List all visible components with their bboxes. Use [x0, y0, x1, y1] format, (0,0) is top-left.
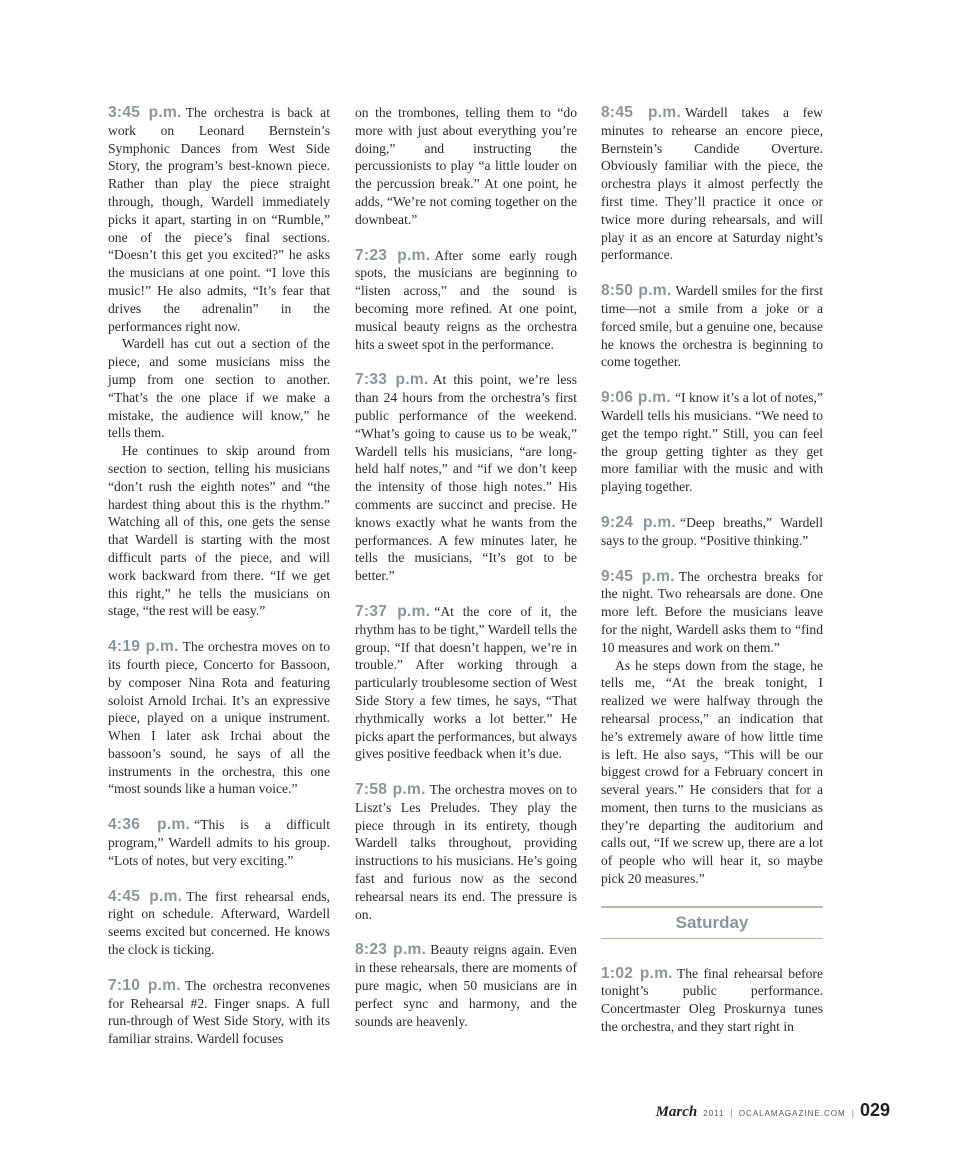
timeline-entry	[601, 104, 823, 264]
entry-paragraph	[601, 104, 823, 264]
timeline-entry	[601, 282, 823, 371]
entry-paragraph	[355, 104, 577, 229]
entry-paragraph	[108, 888, 330, 959]
entry-text: “I know it’s a lot of notes,” Wardell tells his musicians. “We need to get the tempo right.” Still, you can feel the group getting tighter as they get more familiar with the music and with playing together.	[601, 390, 823, 495]
timeline-entry	[108, 816, 330, 869]
entry-paragraph	[108, 977, 330, 1048]
day-header: Saturday	[601, 906, 823, 939]
entry-text: “This is a difficult program,” Wardell admits to his group. “Lots of notes, but very exciting.”	[108, 817, 330, 868]
entry-paragraph	[601, 514, 823, 550]
entry-paragraph	[601, 965, 823, 1036]
entry-paragraph	[108, 335, 330, 442]
entry-text: The first rehearsal ends, right on schedule. Afterward, Wardell seems excited but concerned. He knows the clock is ticking.	[108, 888, 330, 958]
timestamp: 4:36 p.m.	[108, 816, 191, 834]
timestamp: 7:58 p.m.	[355, 781, 426, 799]
timeline-entry	[108, 104, 330, 620]
entry-text: The orchestra breaks for the night. Two rehearsals are done. One more left. Before the musicians leave for the night, Wardell asks them to “find 10 measures and work on them.”	[601, 568, 823, 655]
timeline-entry	[108, 638, 330, 798]
timestamp: 9:06 p.m.	[601, 389, 671, 407]
footer-separator: |	[851, 1108, 854, 1118]
timeline-entry	[108, 888, 330, 959]
entry-text: The final rehearsal before tonight’s public performance. Concertmaster Oleg Proskurnya tunes the orchestra, and they start right in	[601, 965, 823, 1035]
timeline-entry	[355, 781, 577, 923]
timeline-entry	[355, 371, 577, 585]
entry-paragraph	[355, 247, 577, 354]
entry-paragraph	[601, 657, 823, 888]
footer-separator: |	[730, 1108, 733, 1118]
timestamp: 7:33 p.m.	[355, 371, 429, 389]
timeline-entry	[355, 104, 577, 229]
timestamp: 8:23 p.m.	[355, 941, 427, 959]
timeline-entry	[355, 941, 577, 1030]
entry-paragraph	[355, 371, 577, 585]
footer-website: OCALAMAGAZINE.COM	[738, 1109, 846, 1118]
entry-paragraph	[355, 941, 577, 1030]
footer-year: 2011	[703, 1109, 725, 1118]
timeline-entry	[355, 603, 577, 763]
entry-paragraph	[108, 638, 330, 798]
footer-month: March	[655, 1104, 698, 1120]
timestamp: 9:45 p.m.	[601, 567, 675, 585]
page-footer	[656, 1100, 890, 1121]
text-column-1	[108, 104, 330, 1066]
entry-text: Wardell takes a few minutes to rehearse an encore piece, Bernstein’s Candide Overture. Obviously familiar with the piece, the orchestra plays it almost perfectly the first time. They’ll practice it once or twice more during rehearsals, and will play it as an encore at Saturday night’s performance.	[601, 105, 823, 263]
entry-paragraph	[601, 568, 823, 657]
entry-text: The orchestra moves on to Liszt’s Les Preludes. They play the piece through in its entirety, though Wardell talks throughout, providing instructions to his musicians. He’s going fast and furious now as the second rehearsal nears its end. The pressure is on.	[355, 782, 577, 922]
entry-paragraph	[601, 389, 823, 496]
entry-text: The orchestra moves on to its fourth piece, Concerto for Bassoon, by composer Nina Rota and featuring soloist Arnold Irchai. It’s an expressive piece, played on a unique instrument. When I later ask Irchai about the bassoon’s sound, he says of all the instruments in the orchestra, this one “most sounds like a human voice.”	[108, 639, 330, 797]
entry-text: Beauty reigns again. Even in these rehearsals, there are moments of pure magic, when 50 musicians are in perfect sync and harmony, and the sounds are heavenly.	[355, 942, 577, 1029]
entry-text: As he steps down from the stage, he tells me, “At the break tonight, I realized we were halfway through the rehearsal process,” an indication that he’s extremely aware of how little time is left. He also says, “This will be our biggest crowd for a February concert in several years.” He considers that for a moment, then turns to the musicians as they’re departing the auditorium and calls out, “If we screw up, there are a lot of people who will hear it, so maybe pick 20 measures.”	[601, 657, 823, 887]
entry-paragraph	[108, 442, 330, 620]
timestamp: 9:24 p.m.	[601, 513, 677, 531]
entry-paragraph	[355, 603, 577, 763]
timestamp: 7:37 p.m.	[355, 602, 431, 620]
timestamp: 7:23 p.m.	[355, 246, 431, 264]
page-number: 029	[859, 1100, 890, 1120]
entry-paragraph	[601, 282, 823, 371]
timeline-entry	[601, 389, 823, 496]
entry-text: “At the core of it, the rhythm has to be tight,” Wardell tells the group. “If that doesn’t happen, we’re in trouble.” After working through a particularly troublesome section of West Side Story a few times, he says, “That rhythmically works a lot better.” He picks apart the performances, but always gives positive feedback when it’s due.	[355, 603, 577, 762]
entry-text: Wardell has cut out a section of the piece, and some musicians miss the jump from one section to another. “That’s the one place if we make a mistake, the audience will know,” he tells them.	[108, 336, 330, 441]
timestamp: 8:45 p.m.	[601, 104, 682, 121]
entry-text: The orchestra is back at work on Leonard Bernstein’s Symphonic Dances from West Side Story, the program’s best-known piece. Rather than play the piece straight through, though, Wardell immediately picks it apart, starting in on “Rumble,” one of the piece’s final sections. “Doesn’t this get you excited?” he asks the musicians at one point. “I love this music!” He also admits, “It’s fear that drives the adrenalin” in the performances right now.	[108, 105, 330, 334]
timeline-entry	[601, 514, 823, 550]
timestamp: 4:19 p.m.	[108, 638, 179, 656]
entry-text: Wardell smiles for the first time—not a smile from a joke or a forced smile, but a genuine one, because he knows the orchestra is beginning to come together.	[601, 283, 823, 370]
timestamp: 8:50 p.m.	[601, 282, 672, 300]
timeline-entry	[355, 247, 577, 354]
entry-text: At this point, we’re less than 24 hours from the orchestra’s first public performance of the weekend. “What’s going to cause us to be weak,” Wardell tells his musicians, “are long-held half notes,” and “if we don’t keep the intensity of those high notes.” His comments are succinct and precise. He knows exactly what he wants from the performances. A few minutes later, he tells the musicians, “It’s got to be better.”	[355, 372, 577, 584]
entry-text: He continues to skip around from section to section, telling his musicians “don’t rush the eighth notes” and “the hardest thing about this is the rhythm.” Watching all of this, one gets the sense that Wardell is starting with the most difficult parts of the piece, and will work backward from there. “If we get this right,” he tells the musicians on stage, “the rest will be easy.”	[108, 443, 330, 619]
timeline-entry	[601, 965, 823, 1036]
timestamp: 1:02 p.m.	[601, 964, 673, 982]
entry-paragraph	[355, 781, 577, 923]
entry-text: “Deep breaths,” Wardell says to the group. “Positive thinking.”	[601, 514, 823, 548]
entry-paragraph	[108, 104, 330, 335]
entry-text: The orchestra reconvenes for Rehearsal #2. Finger snaps. A full run-through of West Side Story, with its familiar strains. Wardell focuses	[108, 977, 330, 1047]
text-column-2	[355, 104, 577, 1048]
entry-text: on the trombones, telling them to “do more with just about everything you’re doing,” and instructing the percussionists to play “a little louder on the percussion break.” At one point, he adds, “We’re not coming together on the downbeat.”	[355, 105, 577, 227]
entry-paragraph	[108, 816, 330, 869]
timeline-entry	[108, 977, 330, 1048]
timestamp: 4:45 p.m.	[108, 887, 183, 905]
timeline-entry	[601, 568, 823, 888]
entry-text: After some early rough spots, the musicians are beginning to “listen across,” and the sound is becoming more refined. At one point, musical beauty reigns as the orchestra hits a sweet spot in the performance.	[355, 247, 577, 352]
timestamp: 3:45 p.m.	[108, 104, 182, 121]
text-column-3	[601, 104, 823, 1054]
timestamp: 7:10 p.m.	[108, 976, 181, 994]
